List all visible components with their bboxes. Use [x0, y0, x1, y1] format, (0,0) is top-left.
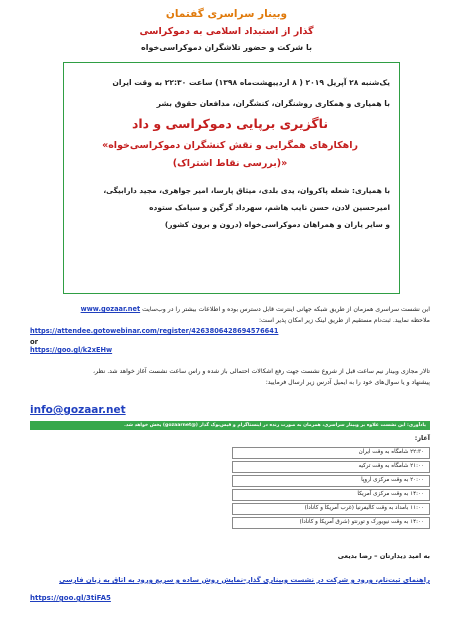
register-link[interactable]: https://attendee.gotowebinar.com/register/4263806428694576641: [30, 327, 279, 335]
schedule-heading: آغاز:: [414, 434, 430, 442]
collaborators-line-2: امیرحسین لادن، حسن نایب هاشم، سهرداد گرگین و سیامک ستوده: [149, 203, 390, 212]
event-box: [63, 62, 400, 294]
event-subtitle-1: «راهکارهای همگرایی و نقش کنشگران دموکراسی‌خواه: [102, 140, 358, 151]
event-title: ناگزیری برپایی دموکراسی و داد: [131, 116, 329, 131]
collaborators-line-3: و سایر یاران و همراهان دموکراسی‌خواه (درون و برون کشور): [164, 220, 390, 229]
collaborators-line-1: با همیاری: شعله پاکروان، یدی بلدی، میثاق پارسا، امیر جواهری، مجید دارابیگی،: [103, 186, 390, 195]
notes-line-2: پیشنهاد و یا سوال‌های خود را به ایمیل آدرس زیر ارسال فرمایید:: [265, 379, 430, 386]
guide-link-text[interactable]: راهنمای ثبت‌نام، ورود و شرکت در نشست وبیناری گذار–نمایش روش ساده و سریع ورود به اتاق به زبان فارسی: [59, 576, 430, 584]
header-participants: با شرکت و حضور تلاشگران دموکراسی‌خواه: [141, 43, 312, 52]
event-cooperation: با همیاری و همکاری روشنگران، کنشگران، مدافعان حقوق بشر: [156, 99, 390, 108]
event-subtitle-2: (بررسی نقاط اشتراک)»: [172, 158, 288, 169]
event-date: یک‌شنبه ۲۸ آپریل ۲۰۱۹ ( ۸ اردیبهشت‌ماه ۱۳۹۸) ساعت ۲۲:۳۰ به وقت ایران: [112, 78, 390, 87]
schedule-slot: ۲۲:۳۰ شامگاه به وقت ایران: [358, 449, 424, 455]
notes-paragraph: [30, 366, 430, 388]
intro-paragraph: [30, 304, 430, 326]
intro-text: این نشست سراسری همزمان از طریق شبکه جهانی اینترنت قابل دسترس بوده و اطلاعات بیشتر را در وب‌سایت: [142, 306, 430, 313]
email-link[interactable]: info@gozaar.net: [30, 404, 126, 416]
schedule-slot: ۱۱:۰۰ بامداد به وقت کالیفرنیا (غرب آمریکا و کانادا): [304, 505, 424, 511]
site-link[interactable]: www.gozaar.net: [80, 305, 141, 313]
schedule-slot: ۲۰:۰۰ به وقت مرکزی اروپا: [361, 477, 424, 483]
header-title: وبینار سراسری گفتمان: [165, 8, 288, 20]
reminder-text: یادآوری: این نشست علاوه بر وبینار سراسری، همزمان به صورت زنده در اینستاگرام و فیس‌بوک گذار (@gozaarnet) پخش خواهد شد.: [124, 423, 426, 428]
schedule-slot: ۱۴:۰۰ به وقت مرکزی آمریکا: [357, 491, 424, 497]
guide-link[interactable]: https://goo.gl/3tiFA5: [30, 594, 111, 602]
event-collaborators: [70, 182, 390, 233]
header-subtitle: گذار از استبداد اسلامی به دموکراسی: [139, 26, 314, 37]
notes-line-1: تالار مجازی وبینار نیم ساعت قبل از شروع نشست جهت رفع اشکالات احتمالی باز شده و راس ساعت نشست آغاز خواهد شد. نظر،: [93, 368, 430, 375]
or-text: or: [30, 338, 39, 346]
closing-signature: به امید دیدارتان – رضا بدیعی: [337, 552, 430, 560]
short-register-link[interactable]: https://goo.gl/k2xEHw: [30, 346, 113, 354]
intro-text-2: ملاحظه نمایید. ثبت‌نام مستقیم از طریق لینک زیر امکان پذیر است:: [258, 317, 430, 324]
schedule-slot: ۱۴:۰۰ به وقت نیویورک و تورنتو (شرق آمریکا و کانادا): [299, 519, 424, 525]
schedule-slot: ۲۱:۰۰ شامگاه به وقت ترکیه: [358, 463, 424, 469]
